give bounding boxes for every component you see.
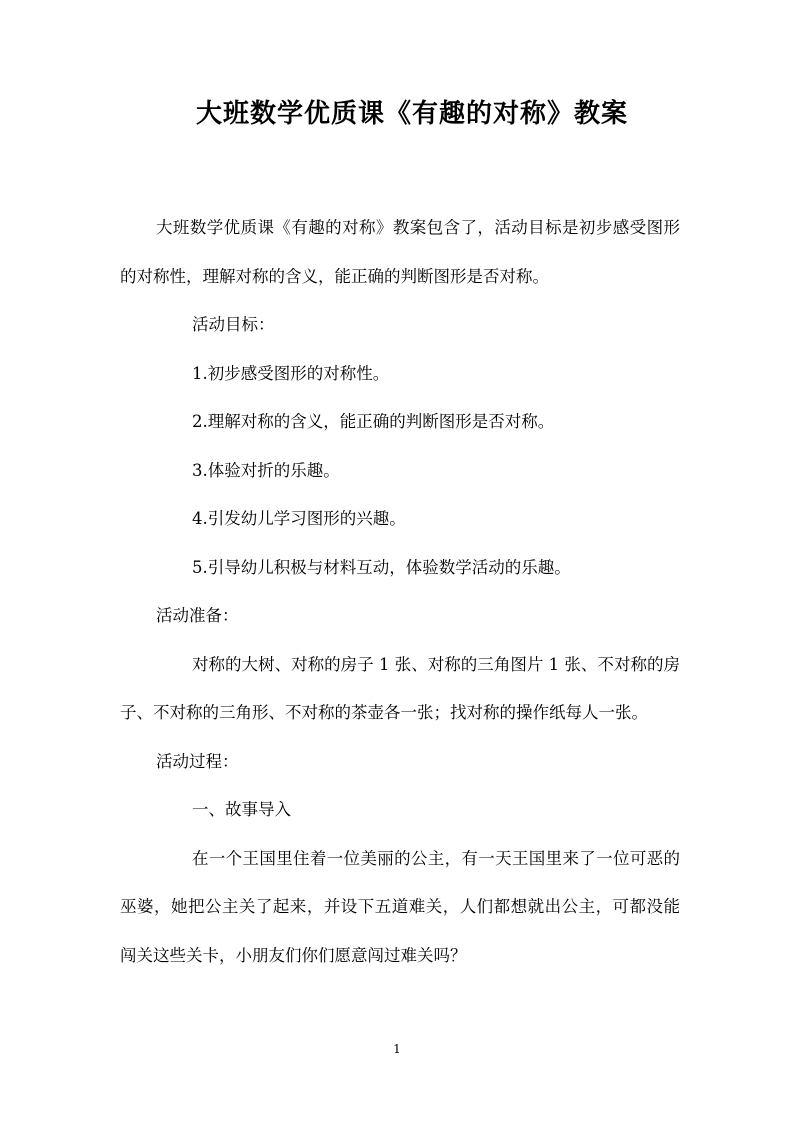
prep-heading: 活动准备：	[156, 606, 239, 625]
process-heading: 活动过程：	[156, 751, 239, 771]
prep-paragraph: 对称的大树、对称的房子 1 张、对称的三角图片 1 张、不对称的房子、不对称的三角形、不对称的茶壶各一张；找对称的操作纸每人一张。	[120, 654, 680, 722]
goal-item: 3.体验对折的乐趣。	[192, 460, 340, 480]
section-heading: 一、故事导入	[192, 800, 291, 819]
document-body	[120, 204, 680, 980]
goal-item: 1.初步感受图形的对称性。	[192, 363, 390, 383]
intro-paragraph: 大班数学优质课《有趣的对称》教案包含了，活动目标是初步感受图形的对称性，理解对称的含义，能正确的判断图形是否对称。	[120, 218, 680, 286]
goals-heading: 活动目标：	[192, 315, 275, 334]
goal-item: 5.引导幼儿积极与材料互动，体验数学活动的乐趣。	[192, 557, 571, 577]
document-title: 大班数学优质课《有趣的对称》教案	[195, 99, 628, 129]
goal-item: 4.引发幼儿学习图形的兴趣。	[192, 509, 406, 528]
story-paragraph: 在一个王国里住着一位美丽的公主，有一天王国里来了一位可恶的巫婆，她把公主关了起来，并设下五道难关，人们都想就出公主，可都没能闯关这些关卡，小朋友们你们愿意闯过难关吗？	[120, 848, 680, 965]
goal-item: 2.理解对称的含义，能正确的判断图形是否对称。	[192, 412, 555, 431]
page-number: 1	[393, 1042, 401, 1056]
